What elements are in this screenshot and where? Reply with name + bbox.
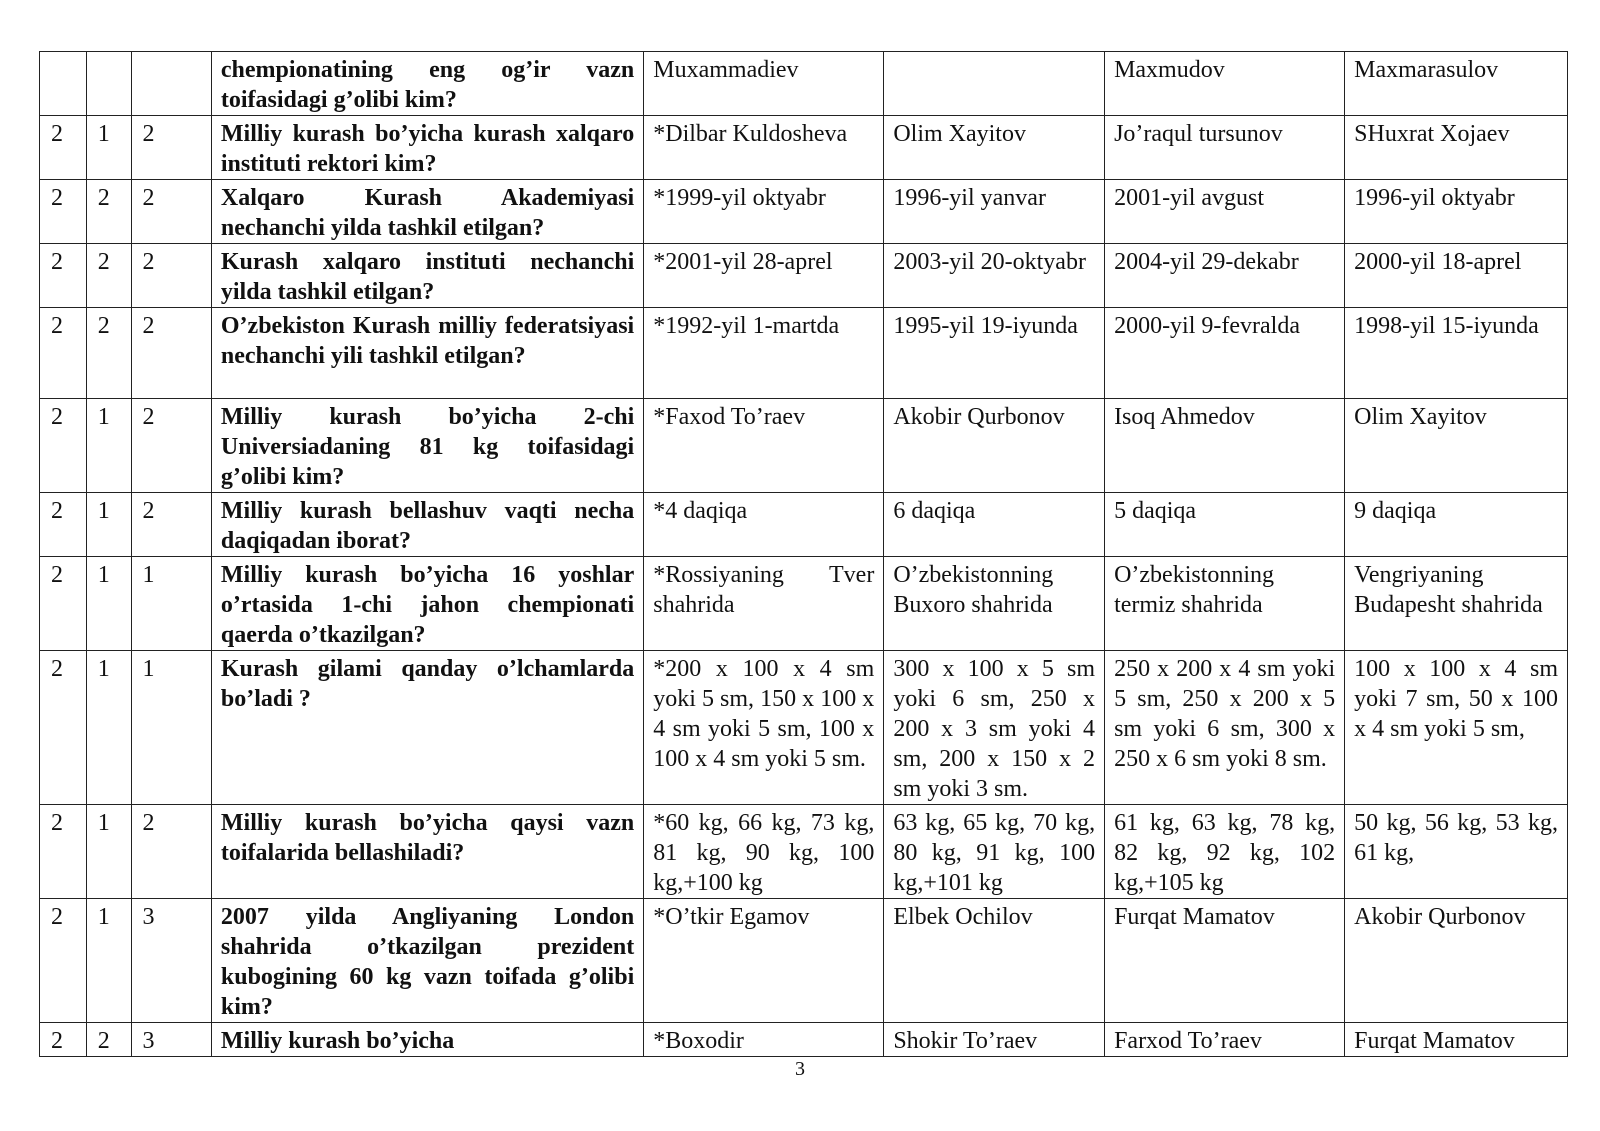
table-row	[40, 1023, 1568, 1057]
answer-b-cell: O’zbekistonning Buxoro shahrida	[884, 557, 1105, 651]
answer-correct-cell: *Dilbar Kuldosheva	[644, 116, 884, 180]
table-row	[40, 899, 1568, 1023]
answer-d-cell: 2000-yil 18-aprel	[1345, 244, 1568, 308]
answer-d-cell: 1996-yil oktyabr	[1345, 180, 1568, 244]
score-cell: 2	[131, 805, 211, 899]
answer-c-cell: 250 x 200 x 4 sm yoki 5 sm, 250 x 200 x 5 sm yoki 6 sm, 300 x 250 x 6 sm yoki 8 sm.	[1105, 651, 1345, 805]
difficulty-cell: 2	[40, 899, 87, 1023]
table-row	[40, 493, 1568, 557]
answer-d-cell: 9 daqiqa	[1345, 493, 1568, 557]
level-cell: 2	[86, 244, 131, 308]
table-row	[40, 805, 1568, 899]
question-cell: Milliy kurash bo’yicha	[211, 1023, 643, 1057]
level-cell: 2	[86, 180, 131, 244]
table-body	[40, 52, 1568, 1057]
answer-b-cell: 63 kg, 65 kg, 70 kg, 80 kg, 91 kg, 100 kg,+101 kg	[884, 805, 1105, 899]
score-cell: 3	[131, 899, 211, 1023]
answer-correct-cell: *2001-yil 28-aprel	[644, 244, 884, 308]
answer-c-cell: Farxod To’raev	[1105, 1023, 1345, 1057]
question-cell: Milliy kurash bellashuv vaqti necha daqiqadan iborat?	[211, 493, 643, 557]
level-cell: 1	[86, 557, 131, 651]
difficulty-cell	[40, 52, 87, 116]
question-cell: Kurash gilami qanday o’lchamlarda bo’ladi ?	[211, 651, 643, 805]
score-cell	[131, 52, 211, 116]
answer-b-cell: 2003-yil 20-oktyabr	[884, 244, 1105, 308]
answer-d-cell: Akobir Qurbonov	[1345, 899, 1568, 1023]
score-cell: 3	[131, 1023, 211, 1057]
question-cell: O’zbekiston Kurash milliy federatsiyasi nechanchi yili tashkil etilgan?	[211, 308, 643, 399]
answer-d-cell: Maxmarasulov	[1345, 52, 1568, 116]
difficulty-cell: 2	[40, 180, 87, 244]
score-cell: 2	[131, 244, 211, 308]
level-cell: 1	[86, 805, 131, 899]
answer-b-cell: 6 daqiqa	[884, 493, 1105, 557]
answer-d-cell: Olim Xayitov	[1345, 399, 1568, 493]
question-cell: Milliy kurash bo’yicha 16 yoshlar o’rtasida 1-chi jahon chempionati qaerda o’tkazilgan?	[211, 557, 643, 651]
question-cell: Milliy kurash bo’yicha 2-chi Universiadaning 81 kg toifasidagi g’olibi kim?	[211, 399, 643, 493]
answer-c-cell: Maxmudov	[1105, 52, 1345, 116]
answer-c-cell: 2001-yil avgust	[1105, 180, 1345, 244]
answer-b-cell: 1996-yil yanvar	[884, 180, 1105, 244]
answer-b-cell: Shokir To’raev	[884, 1023, 1105, 1057]
difficulty-cell: 2	[40, 399, 87, 493]
table-row	[40, 180, 1568, 244]
score-cell: 2	[131, 308, 211, 399]
question-cell: Xalqaro Kurash Akademiyasi nechanchi yilda tashkil etilgan?	[211, 180, 643, 244]
level-cell: 1	[86, 899, 131, 1023]
table-row	[40, 399, 1568, 493]
answer-b-cell: Akobir Qurbonov	[884, 399, 1105, 493]
table-row	[40, 308, 1568, 399]
level-cell: 1	[86, 116, 131, 180]
level-cell	[86, 52, 131, 116]
score-cell: 2	[131, 180, 211, 244]
answer-d-cell: SHuxrat Xojaev	[1345, 116, 1568, 180]
answer-b-cell: 300 x 100 x 5 sm yoki 6 sm, 250 x 200 x 3 sm yoki 4 sm, 200 x 150 x 2 sm yoki 3 sm.	[884, 651, 1105, 805]
answer-correct-cell: *60 kg, 66 kg, 73 kg, 81 kg, 90 kg, 100 kg,+100 kg	[644, 805, 884, 899]
table-row	[40, 244, 1568, 308]
answer-correct-cell: *200 x 100 x 4 sm yoki 5 sm, 150 x 100 x 4 sm yoki 5 sm, 100 x 100 x 4 sm yoki 5 sm.	[644, 651, 884, 805]
answer-d-cell: Vengriyaning Budapesht shahrida	[1345, 557, 1568, 651]
answer-d-cell: 100 x 100 x 4 sm yoki 7 sm, 50 x 100 x 4 sm yoki 5 sm,	[1345, 651, 1568, 805]
difficulty-cell: 2	[40, 651, 87, 805]
page-number: 3	[795, 1058, 805, 1080]
level-cell: 1	[86, 651, 131, 805]
answer-correct-cell: *1999-yil oktyabr	[644, 180, 884, 244]
answer-correct-cell: *Boxodir	[644, 1023, 884, 1057]
answer-d-cell: Furqat Mamatov	[1345, 1023, 1568, 1057]
answer-c-cell: 2004-yil 29-dekabr	[1105, 244, 1345, 308]
answer-correct-cell: *Faxod To’raev	[644, 399, 884, 493]
level-cell: 2	[86, 308, 131, 399]
score-cell: 1	[131, 651, 211, 805]
answer-correct-cell: *4 daqiqa	[644, 493, 884, 557]
answer-c-cell: O’zbekistonning termiz shahrida	[1105, 557, 1345, 651]
difficulty-cell: 2	[40, 493, 87, 557]
answer-b-cell: Olim Xayitov	[884, 116, 1105, 180]
questions-table	[39, 51, 1568, 1057]
answer-correct-cell: *1992-yil 1-martda	[644, 308, 884, 399]
table-row	[40, 52, 1568, 116]
test-table-page	[39, 51, 1568, 1057]
answer-c-cell: 5 daqiqa	[1105, 493, 1345, 557]
question-cell: 2007 yilda Angliyaning London shahrida o’tkazilgan prezident kubogining 60 kg vazn toifada g’olibi kim?	[211, 899, 643, 1023]
table-row	[40, 116, 1568, 180]
answer-b-cell: Elbek Ochilov	[884, 899, 1105, 1023]
answer-c-cell: Jo’raqul tursunov	[1105, 116, 1345, 180]
difficulty-cell: 2	[40, 244, 87, 308]
answer-c-cell: Isoq Ahmedov	[1105, 399, 1345, 493]
table-row	[40, 557, 1568, 651]
score-cell: 1	[131, 557, 211, 651]
score-cell: 2	[131, 399, 211, 493]
answer-c-cell: 61 kg, 63 kg, 78 kg, 82 kg, 92 kg, 102 kg,+105 kg	[1105, 805, 1345, 899]
answer-c-cell: 2000-yil 9-fevralda	[1105, 308, 1345, 399]
difficulty-cell: 2	[40, 308, 87, 399]
answer-d-cell: 1998-yil 15-iyunda	[1345, 308, 1568, 399]
difficulty-cell: 2	[40, 805, 87, 899]
answer-c-cell: Furqat Mamatov	[1105, 899, 1345, 1023]
difficulty-cell: 2	[40, 116, 87, 180]
answer-correct-cell: *O’tkir Egamov	[644, 899, 884, 1023]
level-cell: 2	[86, 1023, 131, 1057]
difficulty-cell: 2	[40, 557, 87, 651]
answer-correct-cell: Muxammadiev	[644, 52, 884, 116]
level-cell: 1	[86, 399, 131, 493]
answer-b-cell: 1995-yil 19-iyunda	[884, 308, 1105, 399]
score-cell: 2	[131, 116, 211, 180]
answer-correct-cell: *Rossiyaning Tver shahrida	[644, 557, 884, 651]
difficulty-cell: 2	[40, 1023, 87, 1057]
question-cell: chempionatining eng og’ir vazn toifasidagi g’olibi kim?	[211, 52, 643, 116]
answer-b-cell	[884, 52, 1105, 116]
score-cell: 2	[131, 493, 211, 557]
question-cell: Milliy kurash bo’yicha qaysi vazn toifalarida bellashiladi?	[211, 805, 643, 899]
question-cell: Milliy kurash bo’yicha kurash xalqaro instituti rektori kim?	[211, 116, 643, 180]
answer-d-cell: 50 kg, 56 kg, 53 kg, 61 kg,	[1345, 805, 1568, 899]
level-cell: 1	[86, 493, 131, 557]
question-cell: Kurash xalqaro instituti nechanchi yilda tashkil etilgan?	[211, 244, 643, 308]
table-row	[40, 651, 1568, 805]
